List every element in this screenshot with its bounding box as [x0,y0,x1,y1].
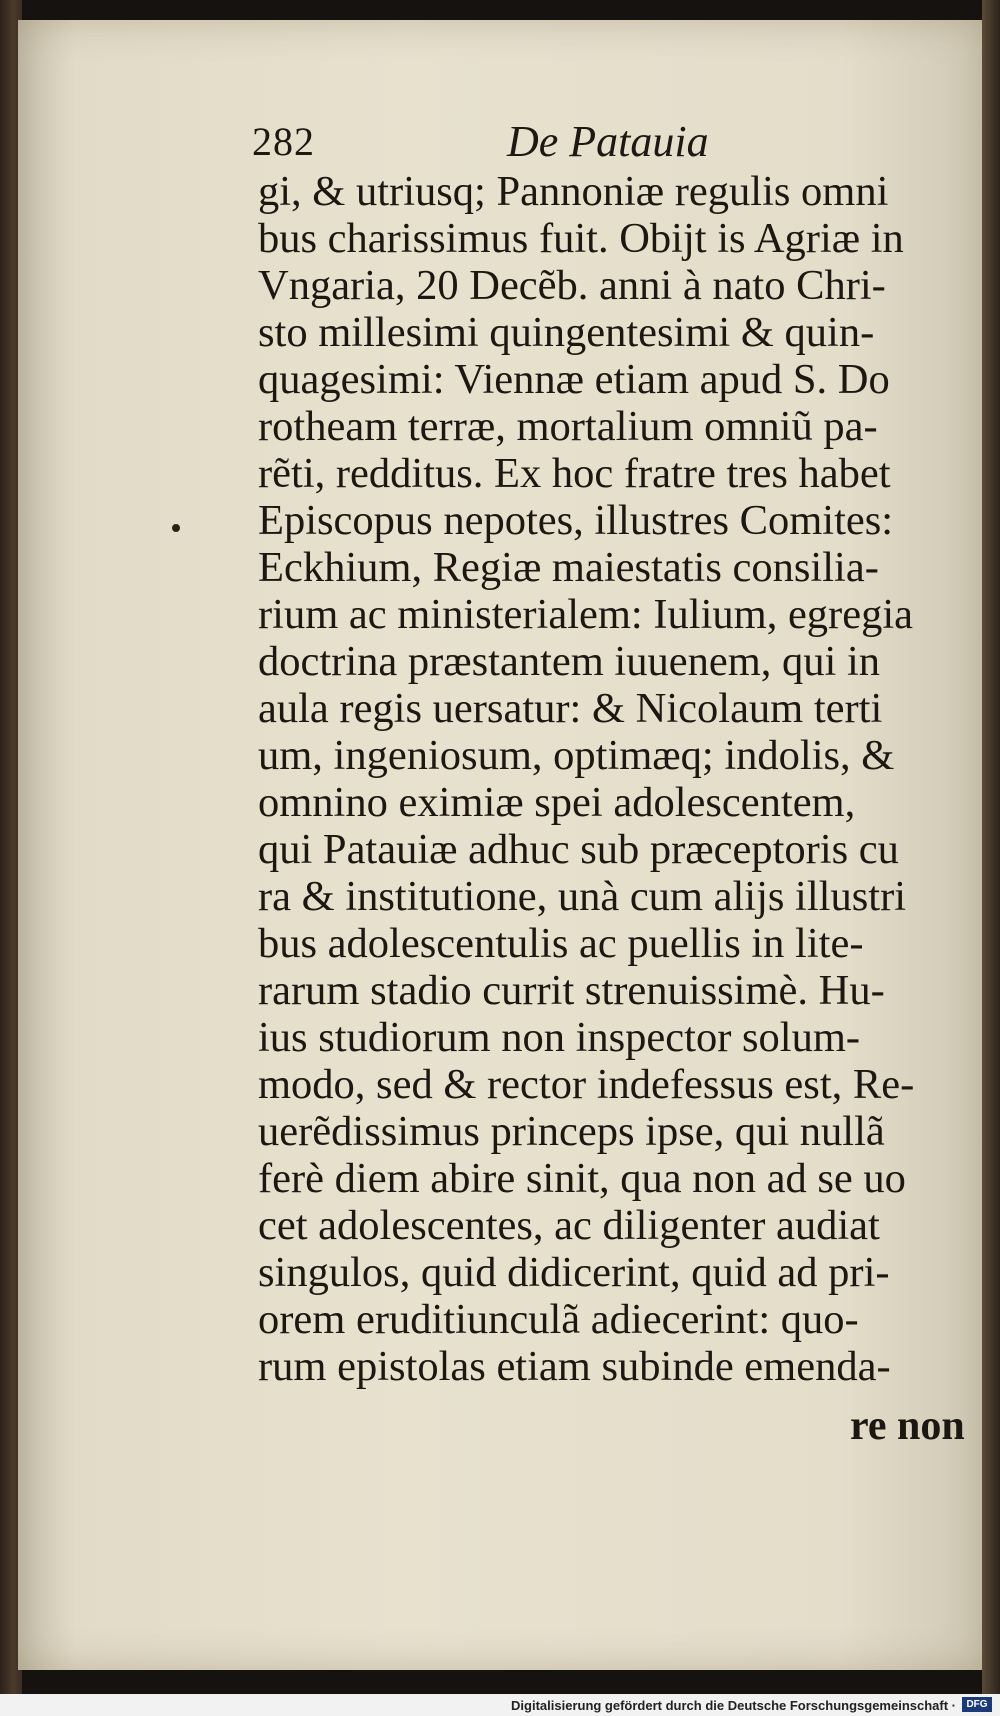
page-number: 282 [252,119,315,164]
text-line: modo, sed & rector indefessus est, Re- [258,1061,915,1108]
text-line: bus adolescentulis ac puellis in lite- [258,920,864,967]
text-line: rium ac ministerialem: Iulium, egregia [258,591,913,638]
text-line: doctrina præstantem iuuenem, qui in [258,638,881,685]
text-line: Episcopus nepotes, illustres Comites: [258,497,894,544]
text-line: ra & institutione, unà cum alijs illustri [258,873,907,920]
margin-mark [172,524,180,532]
text-line: orem eruditiunculã adiecerint: quo- [258,1296,859,1343]
text-line: Vngaria, 20 Decẽb. anni à nato Chri- [258,262,886,309]
book-spine [982,0,1000,1716]
text-line: sto millesimi quingentesimi & quin- [258,309,875,356]
text-line: uerẽdissimus princeps ipse, qui nullã [258,1108,885,1155]
text-line: um, ingeniosum, optimæq; indolis, & [258,732,895,779]
text-line: singulos, quid didicerint, quid ad pri- [258,1249,890,1296]
text-line: quagesimi: Viennæ etiam apud S. Do [258,356,890,403]
text-line: rum epistolas etiam subinde emenda- [258,1343,891,1390]
text-line: omnino eximiæ spei adolescentem, [258,779,856,826]
text-line: gi, & utriusq; Pannoniæ regulis omni [258,168,889,215]
text-line: rẽti, redditus. Ex hoc fratre tres habet [258,450,891,497]
text-line: aula regis uersatur: & Nicolaum terti [258,685,883,732]
text-line: ius studiorum non inspector solum- [258,1014,861,1061]
digitization-credit: Digitalisierung gefördert durch die Deutsche Forschungsgemeinschaft · [511,1698,956,1713]
text-line: rotheam terræ, mortalium omniũ pa- [258,403,878,450]
text-line: Eckhium, Regiæ maiestatis consilia- [258,544,879,591]
text-line: ferè diem abire sinit, qua non ad se uo [258,1155,906,1202]
text-line: rarum stadio currit strenuissimè. Hu- [258,967,885,1014]
running-head: De Patauia [507,117,709,166]
text-line: cet adolescentes, ac diligenter audiat [258,1202,880,1249]
text-line: qui Patauiæ adhuc sub præceptoris cu [258,826,899,873]
dfg-logo-icon: DFG [962,1697,992,1712]
catchword: re non [850,1403,965,1449]
text-line: bus charissimus fuit. Obijt is Agriæ in [258,215,904,262]
body-text [258,168,938,1390]
